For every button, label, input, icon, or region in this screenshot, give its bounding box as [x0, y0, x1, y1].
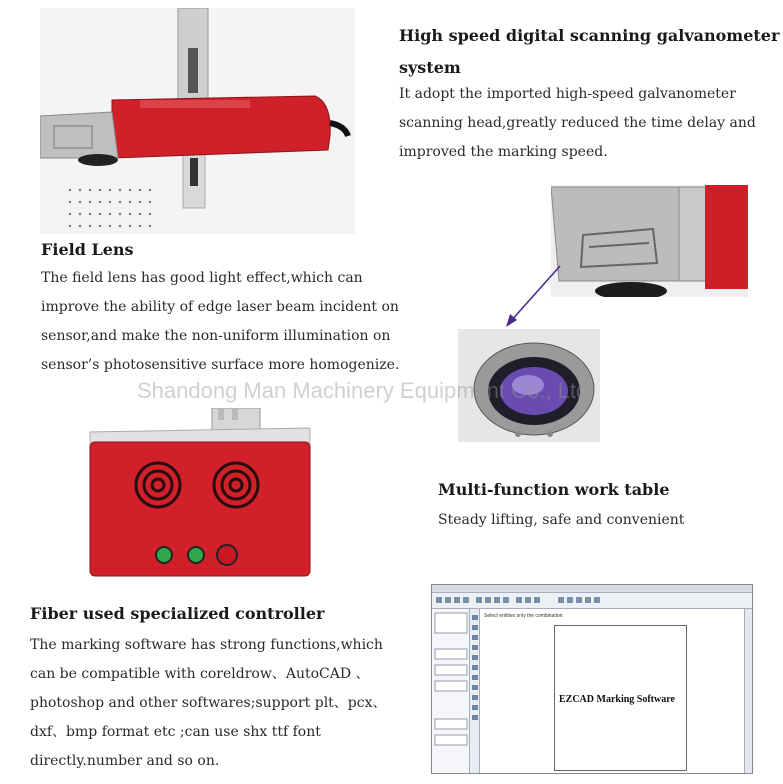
scanner-head-photo — [551, 185, 748, 297]
controller-illustration — [72, 408, 324, 583]
pointer-arrow-icon — [500, 262, 564, 330]
field-lens-title: Field Lens — [41, 240, 134, 259]
canvas-hint: Select entities only the combination — [484, 613, 563, 619]
software-menu-bar — [432, 585, 753, 593]
controller-title: Fiber used specialized controller — [30, 604, 325, 623]
field-lens-body — [41, 264, 399, 380]
left-panel-fields — [432, 609, 470, 774]
galvanometer-body-line: It adopt the imported high-speed galvanometer — [399, 86, 736, 102]
software-toolbar — [432, 593, 753, 609]
field-lens-body-line: improve the ability of edge laser beam incident on — [41, 299, 399, 315]
field-lens-body-line: sensor,and make the non-uniform illumination on — [41, 328, 391, 344]
galvanometer-body — [399, 80, 756, 167]
watermark: Shandong Man Machinery Equipment Co., Ltd. — [137, 378, 595, 403]
galvanometer-body-line: improved the marking speed. — [399, 144, 608, 160]
controller-body-line: can be compatible with coreldrow、AutoCAD 、 — [30, 666, 370, 682]
controller-body-line: photoshop and other softwares;support plt、pcx、 — [30, 695, 387, 711]
scanner-head-illustration — [551, 185, 748, 297]
ezcad-label: EZCAD Marking Software — [559, 694, 675, 705]
controller-body-line: dxf、bmp format etc ;can use shx ttf font — [30, 724, 321, 740]
software-left-panel — [432, 609, 470, 774]
controller-body-line: directly.number and so on. — [30, 753, 220, 769]
field-lens-body-line: The field lens has good light effect,which can — [41, 270, 363, 286]
galvanometer-body-line: scanning head,greatly reduced the time delay and — [399, 115, 756, 131]
toolbar-icons — [432, 593, 753, 609]
tool-column-icons — [470, 609, 480, 774]
canvas-paper — [554, 625, 687, 771]
software-canvas — [480, 609, 753, 774]
controller-body — [30, 631, 387, 776]
work-table-title: Multi-function work table — [438, 480, 670, 499]
controller-body-line: The marking software has strong functions,which — [30, 637, 383, 653]
software-right-ruler — [744, 609, 753, 774]
software-tool-column — [470, 609, 480, 774]
galvanometer-illustration — [40, 8, 355, 234]
ezcad-software-window — [431, 584, 753, 774]
work-table-body: Steady lifting, safe and convenient — [438, 512, 685, 528]
controller-photo — [72, 408, 324, 583]
field-lens-body-line: sensor’s photosensitive surface more homogenize. — [41, 357, 400, 373]
galvanometer-title — [399, 20, 779, 84]
galvanometer-photo — [40, 8, 355, 234]
galvanometer-title-line: High speed digital scanning galvanometer — [399, 26, 780, 45]
galvanometer-title-line: system — [399, 58, 461, 77]
